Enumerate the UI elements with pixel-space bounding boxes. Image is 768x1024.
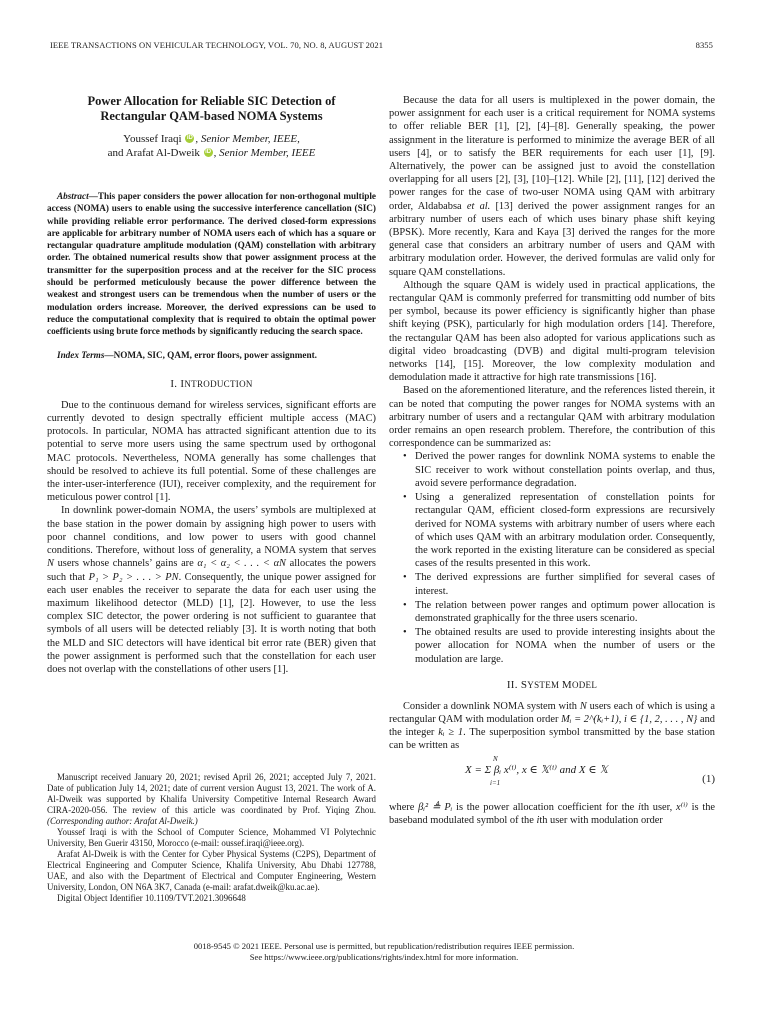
bullet-icon: •: [403, 492, 407, 504]
sum-upper-limit: N: [493, 754, 498, 763]
author-1-name: Youssef Iraqi: [123, 133, 182, 145]
author-1: [47, 132, 376, 146]
paper-title: [47, 94, 376, 124]
section-title-initial: S: [520, 678, 528, 691]
equation-number: (1): [702, 772, 715, 785]
math-power-order: P₁ > P₂ > . . . > PN: [88, 571, 179, 583]
variable-definition-paragraph: [389, 801, 715, 827]
section-title-rest: YSTEM: [527, 679, 562, 690]
bullet-icon: •: [403, 599, 407, 611]
text-run: In downlink power-domain NOMA, the users’ symbols are multiplexed at the base station in the power domain by assigning high power to users with poor channel conditions, and low power to users with good channel conditions. Therefore, without loss of generality, a NOMA system that serves: [47, 505, 376, 557]
contribution-item: [403, 626, 715, 666]
section-heading-introduction: [47, 377, 376, 391]
text-run: Because the data for all users is multiplexed in the power domain, the power assignment for each user is a critical requirement for NOMA systems to offer reliable BER [1], [2], [4]–[8]. Generally speaking, the power assignment in the literature is performed to minimize the average BER of all users [4], or to satisfy the BER requirements for each user [1], [9]. Alternatively, the power can be assigned just to avoid the constellation overlapping for all users [2], [3], [10]–[12]. While [2], [11], [12] derived the power ranges for the case of two-user NOMA using QAM with arbitrary order, Aldababsa: [389, 95, 715, 212]
text-run: users each of which is using a rectangular QAM with modulation order: [389, 700, 715, 725]
equation-expression: X = Σ βᵢ x⁽ⁱ⁾, x ∈ 𝕏⁽ⁱ⁾ and X ∈ 𝕏: [465, 763, 609, 776]
math-i: i: [638, 801, 641, 813]
contribution-text: The obtained results are used to provide interesting insights about the power allocation for NOMA when the number of users or the modulation are large.: [415, 627, 715, 665]
title-line-2: Rectangular QAM-based NOMA Systems: [100, 109, 323, 123]
contribution-text: Derived the power ranges for downlink NOMA systems to enable the SIC receiver to work without constellation points overlap, and thus, avoid severe performance degradation.: [415, 451, 715, 489]
right-paragraph-3: Based on the aforementioned literature, and the references listed therein, it can be noted that computing the power ranges for NOMA systems with an arbitrary number of users and a rectangular QAM with arbitrary modulation order remains an open research problem. Therefore, the contribution of this correspondence can be summarized as:: [389, 385, 715, 450]
text-run: . The superposition symbol transmitted by the base station can be written as: [389, 727, 715, 752]
contribution-list: [389, 450, 715, 665]
section-title-rest: NTRODUCTION: [184, 378, 253, 389]
math-k: kᵢ ≥ 1: [438, 727, 464, 739]
contribution-text: The derived expressions are further simplified for several cases of interest.: [415, 572, 715, 597]
et-al: et al.: [466, 200, 491, 212]
text-run: is the baseband modulated symbol of the: [389, 801, 716, 826]
equation-1: [389, 754, 715, 795]
contribution-text: Using a generalized representation of constellation points for rectangular QAM, efficient closed-form expressions are recursively derived for NOMA systems with arbitrary number of users where each of which uses QAM with an arbitrary modulation order. Consequently, the work reported in the existing literature can be considered as special cases of the results presented in this work.: [415, 492, 715, 570]
right-column: [389, 94, 715, 827]
index-terms-text: —NOMA, SIC, QAM, error floors, power assignment.: [104, 349, 317, 360]
footnotes: [47, 772, 376, 904]
contribution-item: [403, 571, 715, 597]
math-channel-gains: α₁ < α₂ < . . . < αN: [197, 558, 286, 570]
math-index-set: i ∈ {1, 2, . . . , N}: [624, 713, 698, 725]
right-paragraph-1: [389, 94, 715, 279]
author-1-affiliation: , Senior Member, IEEE,: [195, 133, 300, 145]
section-numeral: II.: [506, 678, 521, 691]
text-run: and the integer: [389, 713, 715, 739]
footnote-author-2: Arafat Al-Dweik is with the Center for Cyber Physical Systems (C2PS), Department of Electrical Engineering and Computer Science, Khalifa University, Abu Dhabi 127788, UAE, and also with the Department of Electrical and Computer Engineering, Western University, London, ON N6A 3K7, Canada (e-mail: arafat.dweik@ku.ac.ae).: [47, 849, 376, 892]
left-column: [47, 94, 376, 676]
author-2-affiliation: , Senior Member, IEEE: [213, 147, 316, 159]
math-power-definition: βᵢ² ≜ Pᵢ: [418, 801, 453, 813]
right-paragraph-2: Although the square QAM is widely used in practical applications, the rectangular QAM is commonly preferred for transmitting odd number of bits per symbol, because its power efficiency is significantly higher than phase shift keying (PSK), particularly for high modulation orders [14]. Therefore, the rectangular QAM has been also adopted for various applications such as digital video broadcasting (DVB) and digital multi-program television networks [14], [15]. Moreover, the low complexity modulation and demodulation made it attractive for high rate transmissions [16].: [389, 279, 715, 384]
copyright-line: 0018-9545 © 2021 IEEE. Personal use is permitted, but republication/redistribution requires IEEE permission.: [193, 941, 575, 951]
abstract: [47, 190, 376, 338]
intro-paragraph-1: Due to the continuous demand for wireless services, significant efforts are currently devoted to design spectrally efficient multiple access (MAC) protocols. In particular, NOMA has attracted significant attention due to its potential to serve more users using the same spectrum used by orthogonal MAC protocols. Nevertheless, NOMA generally has some challenges that should be resolved to achieve its full potential. Some of these challenges are the inter-user-interference (IUI), receiver complexity, and the requirement for meticulous power control [1].: [47, 399, 376, 504]
text-run: . Consequently, the unique power assigned for each user enables the receiver to separate the data for each user using the maximum likelihood detector (MLD) [1], [2]. However, to use the less complex SIC detector, the power ordering is not sufficient to guarantee that symbols of all users will be detected reliably [3]. It is worth noting that both the MLD and SIC detectors will have identical bit error rate (BER) given that the power assignment is performed such that the constellation for each user does not overlap with the constellations of other users [1].: [47, 571, 377, 675]
journal-title: IEEE TRANSACTIONS ON VEHICULAR TECHNOLOGY, VOL. 70, NO. 8, AUGUST 2021: [50, 40, 384, 50]
contribution-item: [403, 491, 715, 570]
system-model-paragraph: [389, 700, 715, 753]
text-run: users whose channels’ gains are: [53, 558, 198, 570]
bullet-icon: •: [403, 451, 407, 463]
corresponding-author: (Corresponding author: Arafat Al-Dweik.): [47, 816, 198, 826]
section-heading-system-model: [389, 678, 715, 692]
abstract-text: —This paper considers the power allocation for non-orthogonal multiple access (NOMA) users to enable using the successive interference cancellation (SIC) while providing reliable error performance. The derived closed-form expressions are applicable for arbitrary number of NOMA users each of which has a square or rectangular quadrature amplitude modulation (QAM) constellation with arbitrary order. The obtained numerical results show that power assignment process at the transmitter for the superposition process and at the receiver for the SIC process should be performed meticulously because the power difference between the weakest and strongest users can be tremendous when the number of users or the modulation orders increase. Moreover, the derived expressions can be used to reduce the computational complexity that is required to obtain the optimal power coefficients using brute force methods by significantly reducing the search space.: [47, 191, 376, 337]
text-run: [13] derived the power assignment ranges for an arbitrary number of users each of which uses binary phase shift keying (BPSK). More recently, Kara and Kaya [3] derived the ranges for the more general case that considers an arbitrary number of users and QAM with arbitrary modulation order. However, the derived formulas are valid only for square QAM constellations.: [389, 200, 715, 278]
page-number: 8355: [695, 40, 713, 50]
text-run: allocates the powers such that: [47, 558, 376, 583]
text-run: ,: [618, 713, 625, 725]
math-N: N: [47, 558, 54, 570]
copyright-footer: [0, 941, 768, 962]
bullet-icon: •: [403, 572, 407, 584]
bullet-icon: •: [403, 627, 407, 639]
section-numeral: I.: [170, 377, 181, 390]
author-block: [47, 132, 376, 160]
orcid-icon[interactable]: iD: [205, 149, 212, 155]
orcid-icon[interactable]: iD: [186, 135, 193, 141]
text-run: is the power allocation coefficient for the: [452, 801, 639, 813]
author-2: [47, 146, 376, 160]
footnote-doi: Digital Object Identifier 10.1109/TVT.2021.3096648: [57, 893, 246, 903]
text-run: Consider a downlink NOMA system with: [403, 700, 580, 712]
footnote-text: Manuscript received January 20, 2021; revised April 26, 2021; accepted July 7, 2021. Date of publication July 14, 2021; date of current version August 13, 2021. The work of A. Al-Dweik was supported by Khalifa University Competitive Internal Research Award CIRA-2020-056. The review of this article was coordinated by Prof. Yiqing Zhou.: [47, 772, 376, 815]
math-N: N: [579, 700, 587, 712]
text-run: th user,: [640, 801, 677, 813]
section-title-rest: ODEL: [571, 679, 598, 690]
footnote-manuscript: [47, 772, 376, 827]
math-modulation-order: Mᵢ = 2^(kᵢ+1): [561, 713, 619, 725]
section-title-initial: M: [561, 678, 572, 691]
math-symbol: x⁽ⁱ⁾: [676, 801, 688, 813]
index-terms: [47, 349, 376, 361]
contribution-item: [403, 450, 715, 490]
section-title-initial: I: [180, 377, 185, 390]
rights-link[interactable]: See https://www.ieee.org/publications/rights/index.html for more information.: [249, 951, 519, 962]
math-i: i: [536, 814, 540, 826]
title-line-1: Power Allocation for Reliable SIC Detection of: [87, 94, 336, 108]
abstract-lead: Abstract: [57, 191, 89, 201]
index-terms-lead: Index Terms: [57, 349, 105, 360]
contribution-text: The relation between power ranges and optimum power allocation is demonstrated graphically for the three users scenario.: [415, 599, 715, 624]
text-run: where: [389, 801, 419, 813]
intro-paragraph-2: [47, 504, 376, 676]
contribution-item: [403, 599, 715, 625]
running-header: [50, 40, 713, 54]
sum-lower-limit: i=1: [490, 778, 501, 787]
footnote-author-1: Youssef Iraqi is with the School of Computer Science, Mohammed VI Polytechnic University, Ben Guerir 43150, Morocco (e-mail: oussef.iraqi@ieee.org).: [47, 827, 376, 848]
text-run: th user with modulation order: [539, 814, 663, 826]
author-2-name: and Arafat Al-Dweik: [107, 147, 200, 159]
